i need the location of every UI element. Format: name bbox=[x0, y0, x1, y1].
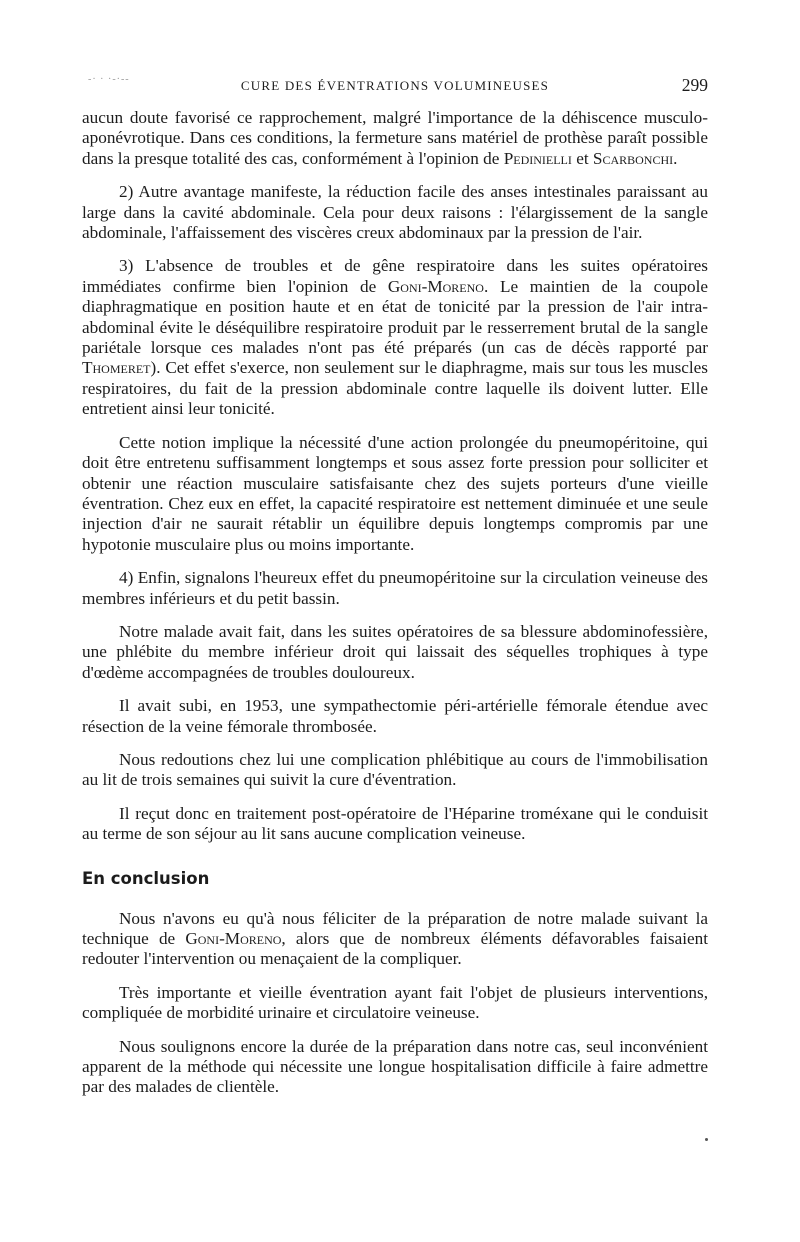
conclusion-paragraph-1-text-b: , alors que de nombreux éléments défavorables faisaient redouter l'intervention ou menaçaient de la compliquer. bbox=[82, 929, 708, 969]
running-header bbox=[82, 74, 708, 108]
paragraph-3-text-a: 3) L'absence de troubles et de gêne respiratoire dans les suites opératoires immédiates confirme bien l'opinion de bbox=[82, 256, 708, 296]
paragraph-9: Il reçut donc en traitement post-opératoire de l'Héparine troméxane qui le conduisit au terme de son séjour au lit sans aucune complication veineuse. bbox=[82, 803, 708, 844]
paragraph-1-text-a: aucun doute favorisé ce rapprochement, malgré l'importance de la déhiscence musculo-aponévrotique. Dans ces conditions, la fermeture sans matériel de prothèse paraît possible dans la presque totalité des cas, conformément à l'opinion de bbox=[82, 108, 708, 168]
author-name-pedinielli: Pedinielli bbox=[503, 148, 572, 168]
paragraph-7: Il avait subi, en 1953, une sympathectomie péri-artérielle fémorale étendue avec résection de la veine fémorale thrombosée. bbox=[82, 696, 708, 736]
paragraph-5: 4) Enfin, signalons l'heureux effet du pneumopéritoine sur la circulation veineuse des membres inférieurs et du petit bassin. bbox=[82, 568, 708, 608]
conclusion-paragraph-3: Nous soulignons encore la durée de la préparation dans notre cas, seul inconvénient apparent de la méthode qui nécessite une longue hospitalisation difficile à faire admettre par des malades de clientèle. bbox=[82, 1036, 708, 1097]
author-name-goni-moreno-2: Goni-Moreno bbox=[185, 929, 282, 948]
section-heading-conclusion: En conclusion bbox=[82, 868, 210, 888]
paragraph-1 bbox=[82, 108, 708, 169]
conclusion-paragraph-1 bbox=[82, 909, 708, 970]
page bbox=[82, 74, 708, 1098]
paragraph-1-text-c: . bbox=[673, 148, 678, 168]
conclusion-paragraph-2: Très importante et vieille éventration ayant fait l'objet de plusieurs interventions, compliquée de morbidité urinaire et circulatoire veineuse. bbox=[82, 982, 708, 1023]
paragraph-4: Cette notion implique la nécessité d'une action prolongée du pneumopéritoine, qui doit être entretenu suffisamment longtemps et sous assez forte pression pour solliciter et obtenir une réaction musculaire satisfaisante chez des sujets porteurs d'une vieille éventration. Chez eux en effet, la capacité respiratoire est nettement diminuée et une seule injection d'air ne saurait rétablir un équilibre depuis longtemps compromis par une hypotonie musculaire plus ou moins importante. bbox=[82, 432, 708, 554]
paragraph-6: Notre malade avait fait, dans les suites opératoires de sa blessure abdominofessière, une phlébite du membre inférieur droit qui laissait des séquelles trophiques à type d'œdème accompagnées de troubles douloureux. bbox=[82, 621, 708, 682]
print-speck bbox=[705, 1138, 708, 1141]
conclusion-paragraph-1-text-a: Nous n'avons eu qu'à nous féliciter de la préparation de notre malade suivant la technique de bbox=[82, 908, 708, 948]
running-title: CURE DES ÉVENTRATIONS VOLUMINEUSES bbox=[240, 78, 550, 93]
print-smudge: -· · ·-·-- bbox=[88, 74, 130, 85]
author-name-scarbonchi: Scarbonchi bbox=[592, 148, 674, 168]
paragraph-1-text-b: et bbox=[571, 148, 593, 168]
author-name-thomeret: Thomeret bbox=[82, 358, 151, 378]
paragraph-8: Nous redoutions chez lui une complication phlébitique au cours de l'immobilisation au lit de trois semaines qui suivit la cure d'éventration. bbox=[82, 749, 708, 790]
paragraph-2: 2) Autre avantage manifeste, la réduction facile des anses intestinales paraissant au large dans la cavité abdominale. Cela pour deux raisons : l'élargissement de la sangle abdominale, l'affaissement des viscères creux abdominaux par la pression de l'air. bbox=[82, 182, 708, 243]
paragraph-3-text-c: ). Cet effet s'exerce, non seulement sur le diaphragme, mais sur tous les muscles respiratoires, du fait de la pression abdominale contre laquelle ils doivent lutter. Elle entretient ainsi leur tonicité. bbox=[82, 358, 708, 419]
page-number: 299 bbox=[681, 75, 708, 95]
paragraph-3 bbox=[82, 256, 708, 419]
author-name-goni-moreno: Goni-Moreno bbox=[387, 276, 484, 296]
paragraph-3-text-b: . Le maintien de la coupole diaphragmatique en position haute et en état de tonicité par la pression de l'air intra-abdominal évite le déséquilibre respiratoire produit par le resserrement brutal de la sangle pariétale lorsque ces malades n'ont pas été préparés (un cas de décès rapporté par bbox=[82, 276, 708, 358]
